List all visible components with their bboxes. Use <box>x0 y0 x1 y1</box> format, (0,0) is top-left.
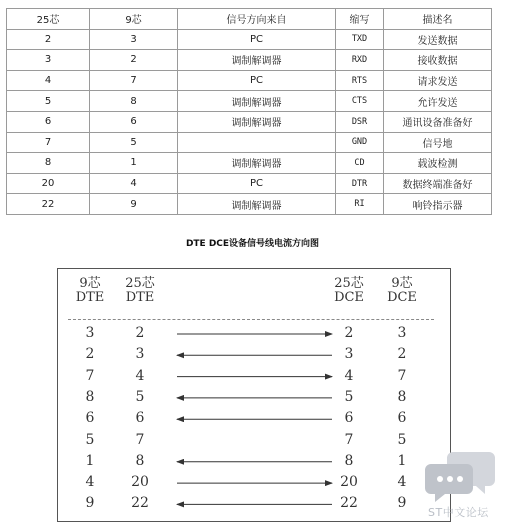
table-row <box>7 173 492 194</box>
pin-25-cell: 4 <box>7 70 90 91</box>
signal-source-cell: 调制解调器 <box>178 111 336 132</box>
pin-number-dte9: 4 <box>85 474 95 491</box>
pin-25-cell: 7 <box>7 132 90 153</box>
pin-number-dce9: 8 <box>397 388 407 405</box>
pin-number-dce9: 9 <box>397 495 407 512</box>
pin-9-cell: 6 <box>90 111 178 132</box>
table-row <box>7 153 492 174</box>
pin-25-cell: 20 <box>7 173 90 194</box>
header-label: 9芯 <box>391 276 413 291</box>
description-cell: 发送数据 <box>384 29 492 50</box>
pin-number-dte25: 8 <box>135 452 145 469</box>
pin-number-dte9: 8 <box>85 388 95 405</box>
pin-number-dce9: 1 <box>397 452 407 469</box>
table-row <box>7 132 492 153</box>
header-label: DTE <box>75 290 105 305</box>
pin-number-dte25: 5 <box>135 388 145 405</box>
pin-9-cell: 9 <box>90 194 178 215</box>
pin-9-cell: 7 <box>90 70 178 91</box>
pin-number-dte9: 6 <box>85 410 95 427</box>
description-cell: 载波检测 <box>384 153 492 174</box>
pin-number-dce25: 8 <box>344 452 354 469</box>
header-label: DTE <box>125 290 155 305</box>
signal-source-cell: PC <box>178 29 336 50</box>
pin-9-cell: 4 <box>90 173 178 194</box>
table-row <box>7 91 492 112</box>
pin-number-dce25: 7 <box>344 431 354 448</box>
abbreviation-cell: RI <box>336 194 384 215</box>
pin-25-cell: 6 <box>7 111 90 132</box>
pin-number-dte9: 3 <box>85 325 95 341</box>
table-row <box>7 194 492 215</box>
pin-number-dce9: 6 <box>397 410 407 427</box>
pin-number-dte9: 5 <box>85 431 95 448</box>
pin-9-cell: 8 <box>90 91 178 112</box>
header-label: 9芯 <box>79 276 101 291</box>
pin-number-dte25: 22 <box>131 495 149 512</box>
pin-number-dte25: 4 <box>135 367 145 384</box>
table-row <box>7 50 492 71</box>
description-cell: 通讯设备准备好 <box>384 111 492 132</box>
signal-source-cell <box>178 132 336 153</box>
description-cell: 接收数据 <box>384 50 492 71</box>
abbreviation-cell: RXD <box>336 50 384 71</box>
pin-number-dte25: 2 <box>135 325 145 341</box>
pin-number-dce9: 2 <box>397 346 407 363</box>
signal-source-cell: 调制解调器 <box>178 91 336 112</box>
pin-number-dce9: 5 <box>397 431 407 448</box>
pin-number-dce25: 4 <box>344 367 354 384</box>
table-row <box>7 111 492 132</box>
pin-25-cell: 8 <box>7 153 90 174</box>
abbreviation-cell: DSR <box>336 111 384 132</box>
pin-number-dce25: 5 <box>344 388 354 405</box>
watermark-text: ST中文论坛 <box>428 506 489 519</box>
table-row <box>7 70 492 91</box>
pin-9-cell: 2 <box>90 50 178 71</box>
header-label: 25芯 <box>334 276 364 291</box>
pin-25-cell: 22 <box>7 194 90 215</box>
pin-number-dce9: 3 <box>397 325 407 341</box>
header-25-pin: 25芯 <box>7 9 90 30</box>
table-row <box>7 29 492 50</box>
abbreviation-cell: CD <box>336 153 384 174</box>
pin-9-cell: 5 <box>90 132 178 153</box>
table-header-row <box>7 9 492 30</box>
header-label: 25芯 <box>125 276 155 291</box>
description-cell: 请求发送 <box>384 70 492 91</box>
header-label: DCE <box>334 290 364 305</box>
signal-source-cell: PC <box>178 70 336 91</box>
header-signal-source: 信号方向来自 <box>178 9 336 30</box>
pin-number-dte25: 3 <box>135 346 145 363</box>
pin-9-cell: 1 <box>90 153 178 174</box>
signal-source-cell: 调制解调器 <box>178 50 336 71</box>
header-abbreviation: 缩写 <box>336 9 384 30</box>
signal-source-cell: 调制解调器 <box>178 153 336 174</box>
pin-number-dce25: 2 <box>344 325 354 341</box>
pin-number-dte25: 7 <box>135 431 145 448</box>
header-description: 描述名 <box>384 9 492 30</box>
abbreviation-cell: CTS <box>336 91 384 112</box>
description-cell: 信号地 <box>384 132 492 153</box>
description-cell: 数据终端准备好 <box>384 173 492 194</box>
pin-table <box>6 8 492 215</box>
pin-25-cell: 3 <box>7 50 90 71</box>
abbreviation-cell: GND <box>336 132 384 153</box>
pin-number-dte25: 6 <box>135 410 145 427</box>
header-label: DCE <box>387 290 417 305</box>
abbreviation-cell: DTR <box>336 173 384 194</box>
signal-source-cell: PC <box>178 173 336 194</box>
diagram-title: DTE DCE设备信号线电流方向图 <box>185 239 320 249</box>
pin-25-cell: 5 <box>7 91 90 112</box>
chat-bubbles-icon <box>425 446 497 502</box>
header-9-pin: 9芯 <box>90 9 178 30</box>
pin-number-dte9: 7 <box>85 367 95 384</box>
pin-number-dte9: 2 <box>85 346 95 363</box>
pin-number-dce9: 7 <box>397 367 407 384</box>
pin-25-cell: 2 <box>7 29 90 50</box>
signal-direction-diagram <box>57 268 451 522</box>
pin-number-dte9: 1 <box>85 452 95 469</box>
pin-number-dte25: 20 <box>131 474 149 491</box>
pin-number-dce25: 6 <box>344 410 354 427</box>
pin-number-dce25: 20 <box>340 474 358 491</box>
pin-number-dte9: 9 <box>85 495 95 512</box>
description-cell: 响铃指示器 <box>384 194 492 215</box>
pin-number-dce25: 3 <box>344 346 354 363</box>
abbreviation-cell: TXD <box>336 29 384 50</box>
pin-number-dce25: 22 <box>340 495 358 512</box>
description-cell: 允许发送 <box>384 91 492 112</box>
pin-9-cell: 3 <box>90 29 178 50</box>
signal-source-cell: 调制解调器 <box>178 194 336 215</box>
abbreviation-cell: RTS <box>336 70 384 91</box>
pin-number-dce9: 4 <box>397 474 407 491</box>
